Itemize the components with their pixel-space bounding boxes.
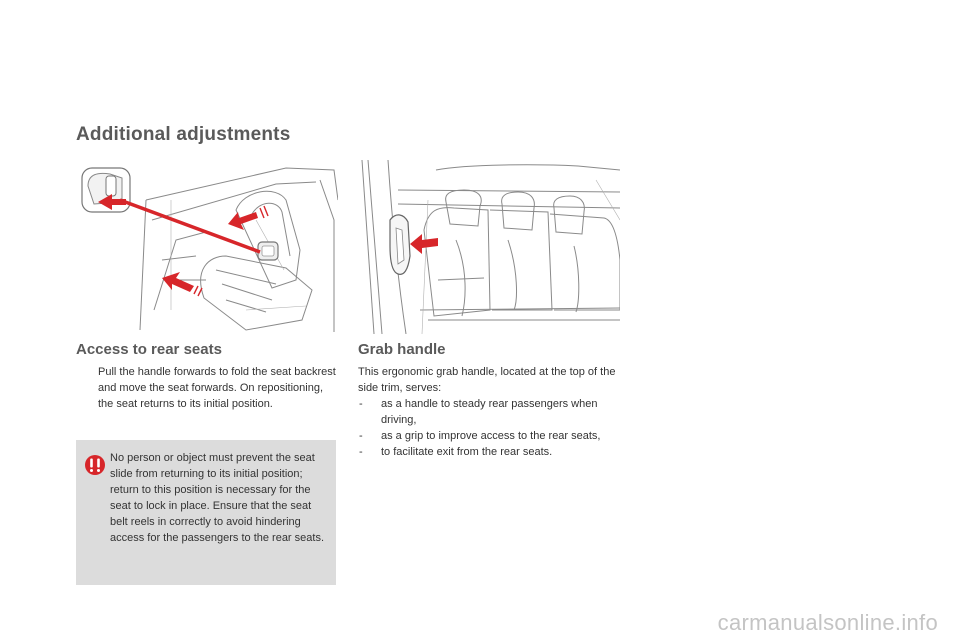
- grab-handle-illustration: [358, 160, 620, 334]
- grab-handle-description: [358, 364, 628, 460]
- list-item-text: to facilitate exit from the rear seats.: [381, 446, 553, 458]
- grab-handle-intro: This ergonomic grab handle, located at the top of the side trim, serves:: [358, 366, 616, 394]
- access-instruction-text: Pull the handle forwards to fold the seat backrest and move the seat forwards. On repositioning, the seat returns to its initial position.: [98, 366, 336, 410]
- list-dash: -: [359, 446, 363, 458]
- access-instruction: [76, 364, 338, 412]
- watermark: carmanualsonline.info: [717, 610, 938, 635]
- list-item: [358, 396, 628, 428]
- list-dash: -: [359, 430, 363, 442]
- page-title: Additional adjustments: [76, 124, 291, 145]
- list-item: [358, 428, 628, 444]
- warning-text: No person or object must prevent the seat slide from returning to its initial position; return to this position is necessary for the seat to lock in place. Ensure that the seat belt reels in correctly to avoid hindering access for the passengers to the rear seats.: [110, 452, 325, 544]
- seat-fold-illustration: [76, 160, 338, 334]
- list-item-text: as a handle to steady rear passengers when driving,: [381, 398, 598, 426]
- list-item-text: as a grip to improve access to the rear seats,: [381, 430, 601, 442]
- list-dash: -: [359, 398, 363, 410]
- warning-box: [76, 440, 336, 585]
- list-item: [358, 444, 628, 460]
- grab-handle-heading: Grab handle: [358, 341, 446, 358]
- warning-exclamation-icon: [84, 454, 106, 476]
- access-rear-seats-heading: Access to rear seats: [76, 341, 222, 358]
